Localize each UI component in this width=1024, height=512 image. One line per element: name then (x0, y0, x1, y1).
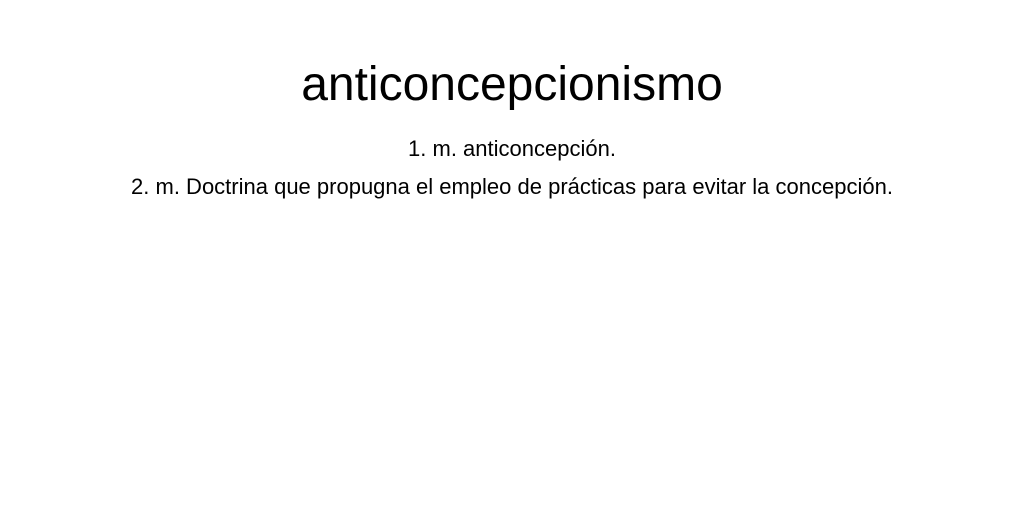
sense-list (0, 130, 1024, 206)
headword-title: anticoncepcionismo (301, 58, 723, 111)
sense-2: 2. m. Doctrina que propugna el empleo de prácticas para evitar la concepción. (131, 174, 893, 199)
sense-1: 1. m. anticoncepción. (408, 136, 616, 161)
